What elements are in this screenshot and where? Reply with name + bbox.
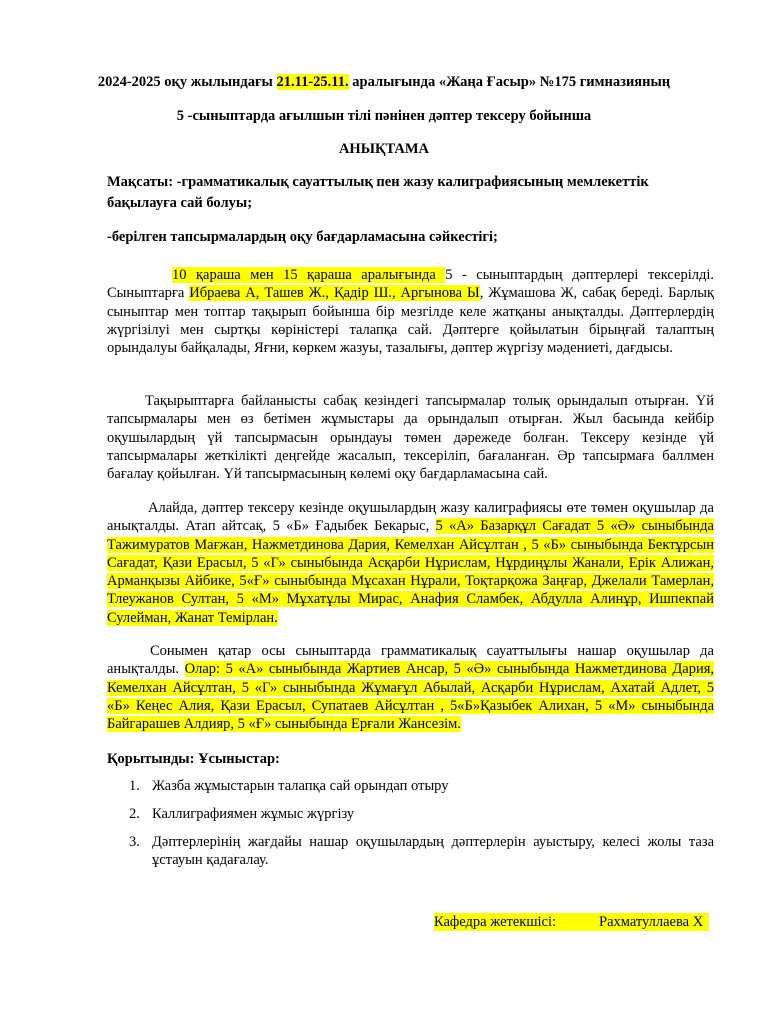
- conclusion-heading: Қорытынды: Ұсыныстар:: [107, 751, 280, 767]
- list-item-number: 3.: [129, 834, 140, 850]
- list-item: Жазба жұмыстарын талапқа сай орындап отыру: [152, 778, 449, 794]
- list-item-number: 1.: [129, 778, 140, 794]
- header-year-text: 2024-2025 оқу жылындағы: [97, 74, 277, 90]
- goal-line-1: Мақсаты: -грамматикалық сауаттылық пен жазу калиграфиясының мемлекеттік: [107, 174, 649, 190]
- paragraph-2: [107, 392, 714, 483]
- list-item: Каллиграфиямен жұмыс жүргізу: [152, 806, 355, 822]
- p3-highlight-students: 5 «А» Базарқұл Сағадат 5 «Ә» сыныбында Тажимуратов Мағжан, Нажметдинова Дария, Кемелхан Айсұлтан , 5 «Б» сыныбында Бектұрсын Сағадат, Қази Ерасыл, 5 «Г» сыныбында Асқарби Нұрислам, Нұрдиңұлы Жанали, Ерік Алижан, Арманқызы Айбике, 5«Ғ» сыныбында Мұсахан Нұрали, Тоқтарқожа Заңғар, Джелали Тамерлан, Тлеужанов Султан, 5 «М» Мұхатұлы Мирас, Анафия Сламбек, Абдулла Алинұр, Ишпекпай Сулейман, Жанат Темірлан.: [107, 518, 714, 626]
- goal-line-3: -берілген тапсырмалардың оқу бағдарламасына сәйкестігі;: [107, 229, 498, 245]
- p1-highlight-dates: 10 қараша мен 15 қараша аралығында: [172, 267, 446, 283]
- list-item-number: 2.: [129, 806, 140, 822]
- p2-text: Тақырыптарға байланысты сабақ кезіндегі тапсырмалар толық орындалып отырған. Үй тапсырмалары мен өз бетімен жұмыстары да орындалып отырған. Жыл басында кейбір оқушылардың үй тапсырмасын орындауы төмен дәрежеде болған. Тексеру кезінде үй тапсырмалары жеткілікті деңгейде жасалып, тексеріліп, бағаланған. Әр тапсырмаға баллмен бағалау қойылған. Үй тапсырмасының көлемі оқу бағдарламасына сай.: [107, 393, 714, 483]
- p4-text: Сонымен қатар осы сыныптарда грамматикалық сауаттылығы нашар оқушылар да анықталды.: [107, 643, 714, 678]
- paragraph-1: [107, 266, 714, 357]
- header-line-2: 5 -сыныптарда ағылшын тілі пәнінен дәптер тексеру бойынша: [176, 108, 592, 124]
- paragraph-4: [107, 642, 714, 733]
- signature-block: [434, 913, 709, 931]
- signature-role: Кафедра жетекшісі:: [434, 914, 557, 930]
- p3-text: Алайда, дәптер тексеру кезінде оқушылардың жазу калиграфиясы өте төмен оқушылар да анықталды. Атап айтсақ, 5 «Б» Ғадыбек Бекарыс,: [107, 500, 714, 535]
- header-school-text: аралығында «Жаңа Ғасыр» №175 гимназияның: [348, 74, 671, 90]
- header-dates: 21.11-25.11.: [276, 74, 349, 90]
- p1-highlight-teachers: Ибраева А, Ташев Ж., Қадір Ш., Аргынова Ы: [189, 285, 480, 302]
- list-item: Дәптерлерінің жағдайы нашар оқушылардың дәптерлерін ауыстыру, келесі жолы таза ұстауын қадағалау.: [152, 834, 714, 869]
- signature-name: Рахматуллаева Х: [599, 914, 704, 930]
- goal-line-2: бақылауға сай болуы;: [107, 195, 253, 211]
- p1-text-1: 5 - сыныптардың дәптерлері тексерілді. Сыныптарға: [107, 267, 714, 302]
- p1-text-2: , Жұмашова Ж, сабақ береді. Барлық сыныптар мен топтар тақырып бойынша бір мезгілде келе жатқаны анықталды. Дәптерлердің жүргізілуі мен сыртқы көріністері талапқа сай. Дәптерге қойылатын бірыңғай талаптың орындалуы байқалады, Яғни, көркем жазуы, тазалығы, дәптер жүргізу мәдениеті, дағдысы.: [107, 285, 715, 357]
- p4-highlight-students: Олар: 5 «А» сыныбында Жартиев Ансар, 5 «Ә» сыныбында Нажметдинова Дария, Кемелхан Айсұлтан, 5 «Г» сыныбында Жұмағұл Абылай, Асқарби Нұрислам, Ахатай Адлет, 5 «Б» Кеңес Алия, Қази Ерасыл, Супатаев Айсұлтан , 5«Б»Қазыбек Алихан, 5 «М» сыныбында Байгарашев Алдияр, 5 «Ғ» сыныбында Ерғали Жансезім.: [107, 661, 714, 733]
- header-line-1: [0, 73, 768, 91]
- paragraph-3: [107, 499, 714, 627]
- document-title: АНЫҚТАМА: [338, 141, 430, 157]
